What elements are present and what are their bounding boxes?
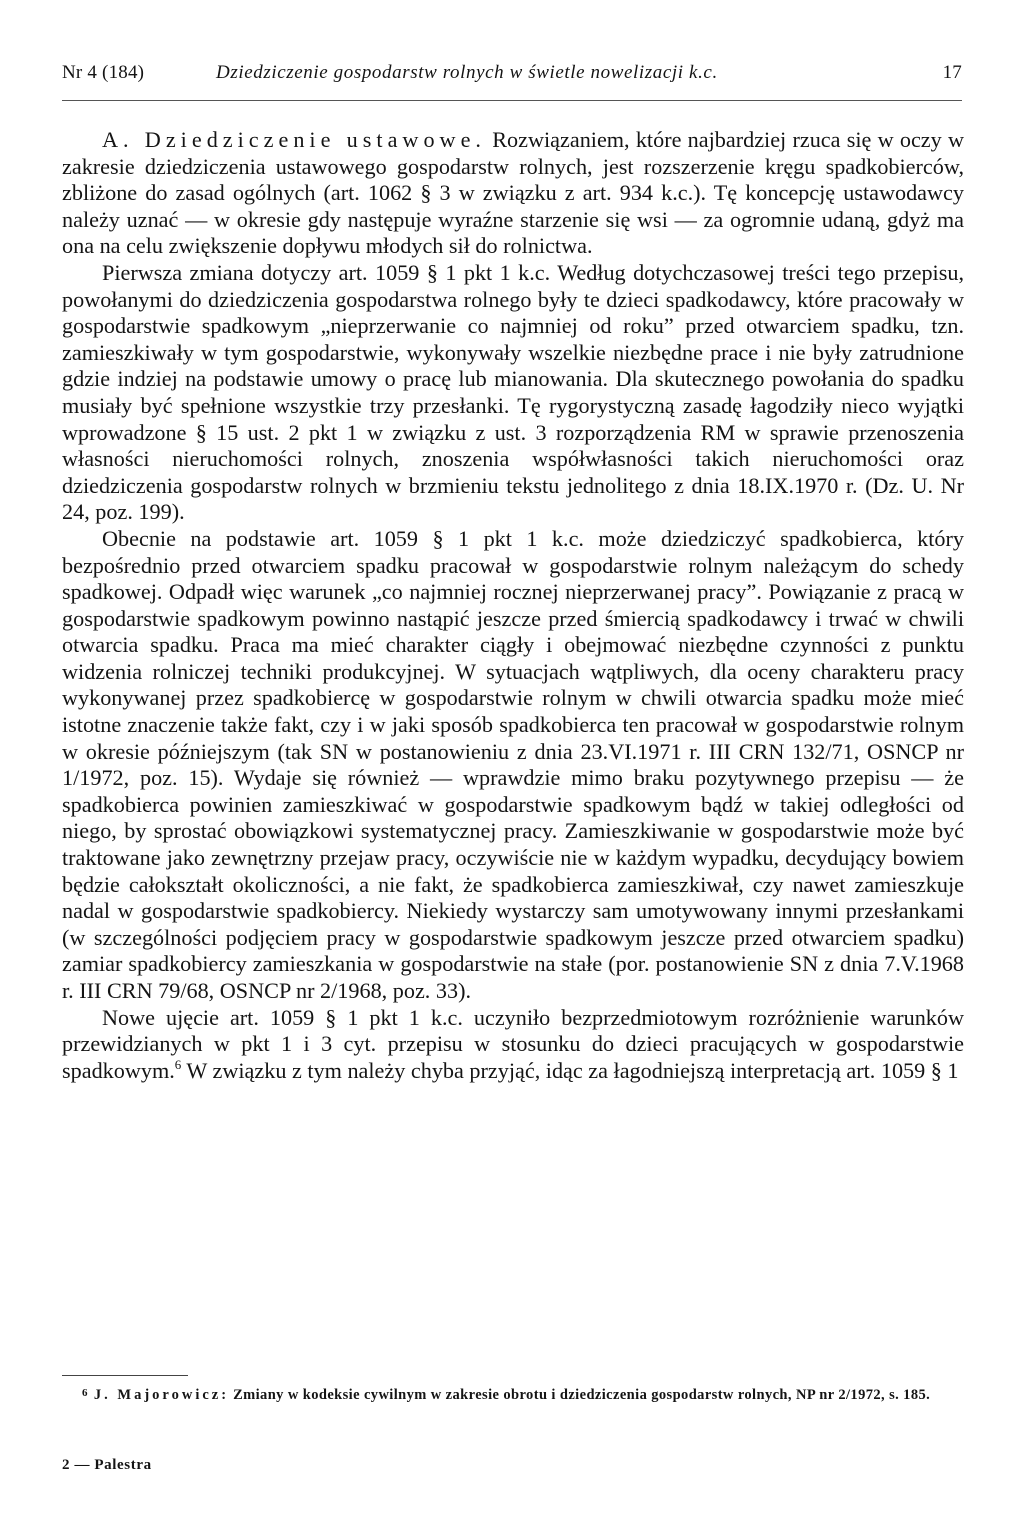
header-rule [62, 100, 962, 101]
sheet-signature: 2 — Palestra [62, 1457, 152, 1473]
footnote [62, 1383, 964, 1406]
footnote-rule [62, 1375, 188, 1376]
issue-number: Nr 4 (184) [62, 62, 145, 83]
footnote-author: J. Majorowicz: [93, 1387, 230, 1403]
page-number: 17 [942, 62, 962, 83]
paragraph-1-text: Rozwiązaniem, które najbardziej rzuca się w oczy w zakresie dziedziczenia ustawowego gospodarstw rolnych, jest rozszerzenie kręgu spadkobierców, zbliżone do zasad ogólnych (art. 1062 § 3 w związku z art. 934 k.c.). Tę koncepcję ustawodawcy należy uznać — w okresie gdy następuje wyraźne starzenie się wsi — za ogromnie udaną, gdyż ma ona na celu zwiększenie dopływu młodych sił do rolnictwa. [62, 127, 965, 259]
paragraph-4-text-a: Nowe ujęcie art. 1059 § 1 pkt 1 k.c. uczyniło bezprzedmiotowym rozróżnienie warunków przewidzianych w pkt 1 i 3 cyt. przepisu w stosunku do dzieci pracujących w gospodarstwie spadkowym. [62, 1004, 964, 1083]
article-body [62, 127, 964, 1084]
paragraph-4 [62, 1005, 964, 1085]
footnote-text: Zmiany w kodeksie cywilnym w zakresie obrotu i dziedziczenia gospodarstw rolnych, NP nr 2/1972, s. 185. [233, 1387, 931, 1403]
footnote-number: 6 [82, 1387, 88, 1399]
paragraph-3: Obecnie na podstawie art. 1059 § 1 pkt 1 k.c. może dziedziczyć spadkobierca, który bezpośrednio przed otwarciem spadku pracował w gospodarstwie rolnym należącym do schedy spadkowej. Odpadł więc warunek „co najmniej rocznej nieprzerwanej pracy”. Powiązanie z pracą w gospodarstwie spadkowym powinno nastąpić jeszcze przed śmiercią spadkodawcy i trwać w chwili otwarcia spadku. Praca ma mieć charakter ciągły i obejmować niezbędne czynności z punktu widzenia rolniczej techniki produkcyjnej. W sytuacjach wątpliwych, dla oceny charakteru pracy wykonywanej przez spadkobiercę w gospodarstwie rolnym w chwili otwarcia spadku może mieć istotne znaczenie także fakt, czy i w jaki sposób spadkobierca ten pracował w gospodarstwie rolnym w okresie późniejszym (tak SN w postanowieniu z dnia 23.VI.1971 r. III CRN 132/71, OSNCP nr 1/1972, poz. 15). Wydaje się również — wprawdzie mimo braku pozytywnego przepisu — że spadkobierca powinien zamieszkiwać w gospodarstwie spadkowym bądź w takiej odległości od niego, by sprostać obowiązkowi systematycznej pracy. Zamieszkiwanie w gospodarstwie może być traktowane jako zewnętrzny przejaw pracy, oczywiście nie w każdym wypadku, decydujący bowiem będzie całokształt okoliczności, a nie fakt, że spadkobierca zamieszkiwał, czy nawet zamieszkuje nadal w gospodarstwie spadkobiercy. Niekiedy wystarczy sam umotywowany innymi przesłankami (w szczególności podjęciem pracy w gospodarstwie spadkowym jeszcze przed otwarciem spadku) zamiar spadkobiercy zamieszkania w gospodarstwie na stałe (por. postanowienie SN z dnia 7.V.1968 r. III CRN 79/68, OSNCP nr 2/1968, poz. 33). [62, 525, 964, 1003]
paragraph-4-text-b: W związku z tym należy chyba przyjąć, idąc za łagodniejszą interpretacją art. 1059 § 1 [181, 1057, 959, 1083]
running-title: Dziedziczenie gospodarstw rolnych w świetle nowelizacji k.c. [216, 62, 718, 83]
section-heading: A. Dziedziczenie ustawowe. [102, 127, 486, 152]
paragraph-1 [62, 127, 964, 260]
footnote-reference[interactable]: 6 [174, 1056, 182, 1072]
running-header [62, 62, 962, 92]
paragraph-2: Pierwsza zmiana dotyczy art. 1059 § 1 pkt 1 k.c. Według dotychczasowej treści tego przepisu, powołanymi do dziedziczenia gospodarstwa rolnego były te dzieci spadkodawcy, które pracowały w gospodarstwie spadkowym „nieprzerwanie co najmniej od roku” przed otwarciem spadku, tzn. zamieszkiwały w tym gospodarstwie, wykonywały wszelkie niezbędne prace i nie były zatrudnione gdzie indziej na podstawie umowy o pracę lub mianowania. Dla skutecznego powołania do spadku musiały być spełnione wszystkie trzy przesłanki. Tę rygorystyczną zasadę łagodziły nieco wyjątki wprowadzone § 15 ust. 2 pkt 1 w związku z ust. 3 rozporządzenia RM w sprawie przenoszenia własności nieruchomości rolnych, znoszenia współwłasności takich nieruchomości oraz dziedziczenia gospodarstw rolnych w brzmieniu tekstu jednolitego z dnia 18.IX.1970 r. (Dz. U. Nr 24, poz. 199). [62, 259, 964, 525]
